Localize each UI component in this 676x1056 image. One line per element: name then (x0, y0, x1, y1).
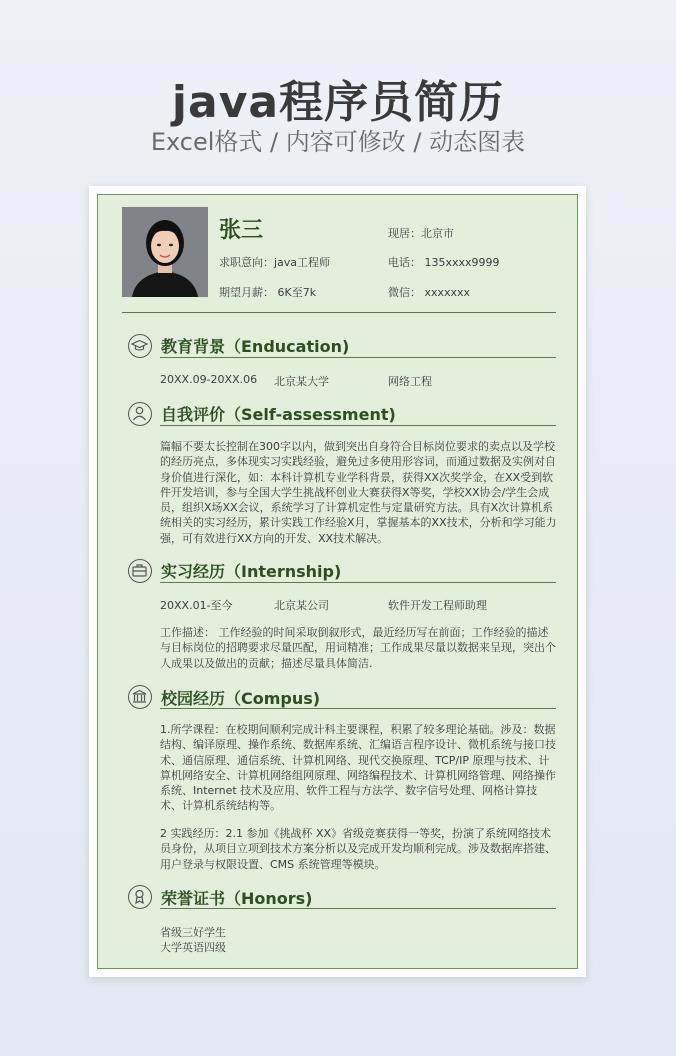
education-period: 20XX.09-20XX.06 (160, 373, 258, 386)
section-title-honors: 荣誉证书（Honors) (161, 889, 313, 908)
internship-description: 工作描述： 工作经验的时间采取倒叙形式，最近经历写在前面；工作经验的描述与目标岗位的招聘要求尽量匹配，用词精准；工作成果尽量以数据来呈现，突出个人成果以及做出的贡献；描述尽量具体简洁. (160, 626, 556, 670)
briefcase-icon (128, 559, 152, 583)
profile-name: 张三 (219, 218, 264, 243)
honor-item: 大学英语四级 (160, 941, 226, 954)
section-rule (160, 582, 556, 583)
education-major: 网络工程 (388, 375, 432, 388)
person-icon (128, 402, 152, 426)
section-rule (160, 708, 556, 709)
internship-period: 20XX.01-至今 (160, 599, 233, 612)
internship-role: 软件开发工程师助理 (388, 599, 487, 612)
self-assessment-text: 篇幅不要太长控制在300字以内，做到突出自身符合目标岗位要求的卖点以及学校的经历亮点，多体现实习实践经验，避免过多使用形容词，而通过数据及实例对自身价值进行深化，如：本科计算机专业学科背景，获得XX次奖学金，在XX受到软件开发培训，参与全国大学生挑战杯创业大赛获得X等奖，学校XX协会/学生会成员，组织X场XX会议，系统学习了计算机定性与定量研究方法。具有X次计算机系统相关的实习经历，累计实践工作经验X月，掌握基本的XX技术，分析和学习能力强，可有效进行XX方向的开发、XX技术解决。 (160, 440, 557, 545)
campus-courses: 1.所学课程：在校期间顺利完成计科主要课程，积累了较多理论基础。涉及：数据结构、编译原理、操作系统、数据库系统、汇编语言程序设计、微机系统与接口技术、通信原理、通信系统、计算机网络、现代交换原理、TCP/IP 原理与技术、计算机网络安全、计算机网络组网原理、网络编程技术、计算机网络管理、网络操作系统、Internet 技术及应用、软件工程与方法学、数字信号处理、网格计算技术、计算机系统结构等。 (160, 723, 556, 813)
section-rule (160, 357, 556, 358)
hero-title: java程序员简历 (171, 77, 505, 128)
header-divider (122, 312, 556, 313)
internship-company: 北京某公司 (274, 599, 329, 612)
section-title-campus: 校园经历（Compus) (161, 689, 321, 708)
profile-photo (122, 207, 208, 297)
honor-item: 省级三好学生 (160, 926, 226, 939)
section-title-education: 教育背景（Enducation) (161, 337, 350, 356)
graduation-cap-icon (128, 334, 152, 358)
profile-phone: 电话： 135xxxx9999 (388, 256, 500, 269)
profile-salary: 期望月薪： 6K至7k (219, 286, 317, 299)
hero-subtitle: Excel格式 / 内容可修改 / 动态图表 (150, 128, 526, 156)
campus-practice: 2 实践经历：2.1 参加《挑战杯 XX》省级竞赛获得一等奖，扮演了系统网络技术员身份，从项目立项到技术方案分析以及完成开发均顺利完成。涉及数据库搭建、用户登录与权限设置、CMS 系统管理等模块。 (160, 827, 556, 871)
section-title-internship: 实习经历（Internship) (161, 562, 342, 581)
medal-icon (128, 885, 152, 909)
resume-paper (89, 186, 586, 977)
profile-residence: 现居：北京市 (388, 227, 454, 240)
profile-wechat: 微信： xxxxxxx (388, 286, 471, 299)
resume-sheet (97, 194, 578, 969)
section-title-self: 自我评价（Self-assessment) (161, 405, 396, 424)
profile-intent: 求职意向：java工程师 (219, 256, 331, 269)
section-rule (160, 425, 556, 426)
education-school: 北京某大学 (274, 375, 329, 388)
section-rule (160, 908, 556, 909)
building-icon (128, 685, 152, 709)
